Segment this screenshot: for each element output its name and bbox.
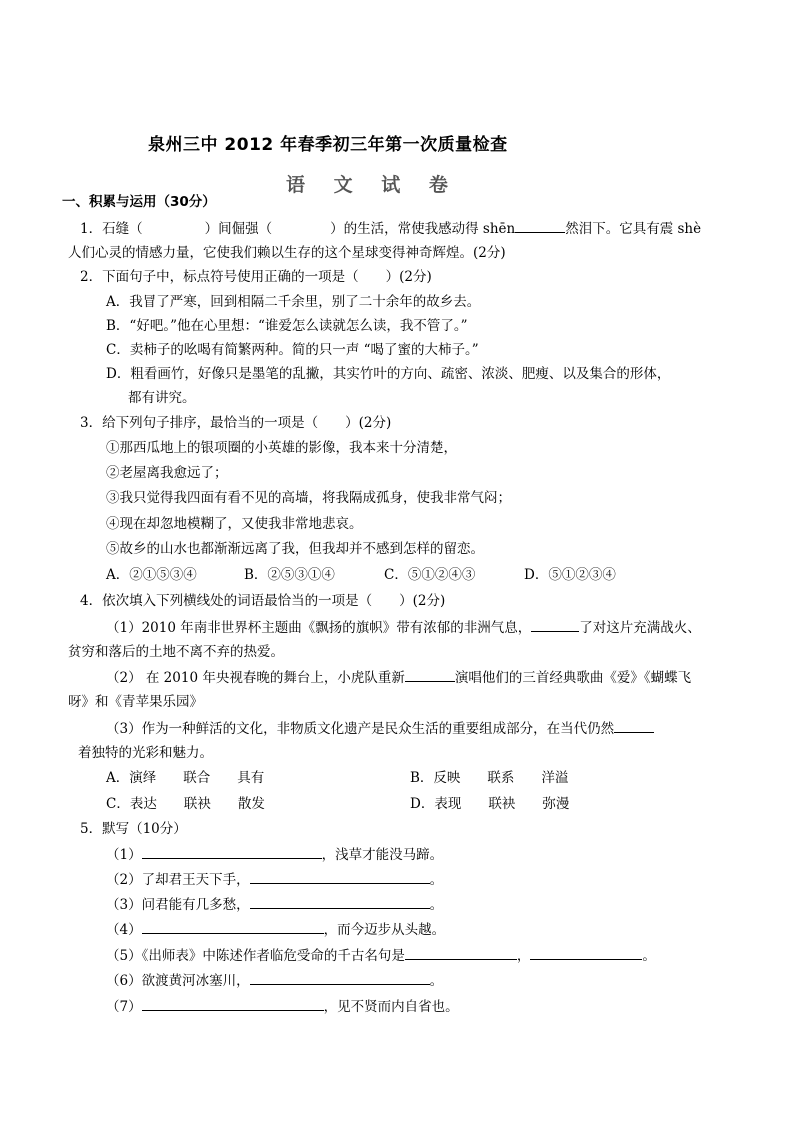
- q5-2-end: 。: [429, 872, 444, 888]
- q3-sentence-3: ③我只觉得我四面有看不见的高墙，将我隔成孤身，使我非常气闷；: [106, 490, 511, 506]
- question-4: 4．依次填入下列横线处的词语最恰当的一项是（ ）(2分): [80, 593, 446, 609]
- q5-1-label: （1）: [106, 847, 142, 863]
- q4-s1-text: （1）2010 年南非世界杯主题曲《飘扬的旗帜》带有浓郁的非洲气息，: [106, 620, 532, 636]
- question-5: 5．默写（10分）: [80, 821, 187, 837]
- exam-subtitle: 语 文 试 卷: [286, 174, 459, 196]
- q1-part-d: 然泪下。它具有震 shè: [565, 221, 702, 237]
- q3-option-d: D．⑤①②③④: [524, 567, 616, 583]
- q4-s2-tail: 演唱他们的三首经典歌曲《爱》《蝴蝶飞: [454, 670, 692, 686]
- section-heading: 一、积累与运用（30分）: [62, 194, 216, 210]
- q5-1-blank: [142, 845, 322, 859]
- q5-7-text: ，见不贤而内自省也。: [323, 999, 459, 1015]
- q5-4-text: ，而今迈步从头越。: [323, 922, 446, 938]
- q4-blank-3: [614, 719, 654, 733]
- q3-option-a: A．②①⑤③④: [106, 567, 197, 583]
- exam-title: 泉州三中 2012 年春季初三年第一次质量检查: [148, 135, 508, 155]
- q5-6-blank: [250, 971, 430, 985]
- q2-option-a: A．我冒了严寒，回到相隔二千余里，别了二十余年的故乡去。: [106, 294, 481, 310]
- q5-item-1: [106, 845, 443, 864]
- q3-sentence-4: ④现在却忽地模糊了，又使我非常地悲哀。: [106, 516, 363, 532]
- q5-6-end: 。: [429, 973, 444, 989]
- q5-1-text: ，浅草才能没马蹄。: [321, 847, 444, 863]
- q4-sentence-2: [106, 668, 691, 687]
- q4-s2-text: （2） 在 2010 年央视春晚的舞台上，小虎队重新: [106, 670, 405, 686]
- q4-blank-2: [405, 668, 455, 682]
- q5-2-blank: [250, 870, 430, 884]
- q2-option-b: B．“好吧。”他在心里想：“谁爱怎么读就怎么读，我不管了。”: [106, 318, 468, 334]
- q4-sentence-1: [106, 618, 701, 637]
- q4-option-d: D．表现 联袂 弥漫: [410, 796, 570, 812]
- q5-item-6: [106, 971, 443, 990]
- q3-sentence-2: ②老屋离我愈远了；: [106, 465, 228, 481]
- q4-option-b: B．反映 联系 洋溢: [410, 770, 569, 786]
- q5-5-blank-1: [405, 946, 517, 960]
- q5-7-label: （7）: [106, 999, 142, 1015]
- q4-option-a: A．演绎 联合 具有: [106, 770, 265, 786]
- q4-sentence-3: [106, 719, 654, 738]
- q4-blank-1: [531, 618, 579, 632]
- q5-item-4: [106, 920, 445, 939]
- q5-item-5: [106, 946, 656, 965]
- q4-sentence-3-cont: 着独特的光彩和魅力。: [78, 745, 213, 761]
- q4-s3-text: （3）作为一种鲜活的文化，非物质文化遗产是民众生活的重要组成部分，在当代仍然: [106, 721, 615, 737]
- q1-part-c: ）的生活，常使我感动得 shēn: [330, 221, 516, 237]
- q5-3-end: 。: [429, 897, 444, 913]
- q2-option-d-cont: 都有讲究。: [128, 390, 196, 406]
- question-1: [80, 219, 701, 238]
- q2-option-c: C．卖柿子的吆喝有简繁两种。简的只一声 “喝了蜜的大柿子。”: [106, 342, 479, 358]
- q5-item-2: [106, 870, 443, 889]
- q5-5-text: （5）《出师表》中陈述作者临危受命的千古名句是: [106, 948, 405, 964]
- q1-line2: 人们心灵的情感力量，它使我们赖以生存的这个星球变得神奇辉煌。(2分): [68, 245, 506, 261]
- q3-sentence-1: ①那西瓜地上的银项圈的小英雄的影像，我本来十分清楚，: [106, 440, 457, 456]
- q5-3-text: （3）问君能有几多愁，: [106, 897, 250, 913]
- q5-2-text: （2）了却君王天下手，: [106, 872, 250, 888]
- q5-5-comma: ，: [516, 948, 531, 964]
- q5-5-blank-2: [530, 946, 642, 960]
- q5-item-3: [106, 895, 443, 914]
- question-2: 2．下面句子中，标点符号使用正确的一项是（ ）(2分): [80, 269, 432, 285]
- q3-option-b: B．②⑤③①④: [244, 567, 335, 583]
- q1-part-a: 1．石缝（: [80, 221, 143, 237]
- q4-option-c: C．表达 联袂 散发: [106, 796, 265, 812]
- q3-sentence-5: ⑤故乡的山水也都渐渐远离了我，但我却并不感到怎样的留恋。: [106, 541, 484, 557]
- q3-option-c: C．⑤①②④③: [384, 567, 476, 583]
- q4-sentence-1-cont: 贫穷和落后的土地不离不弃的热爱。: [68, 644, 284, 660]
- q5-item-7: [106, 997, 459, 1016]
- q5-3-blank: [250, 895, 430, 909]
- q2-option-d: D．粗看画竹，好像只是墨笔的乱撇，其实竹叶的方向、疏密、浓淡、肥瘦、以及集合的形体，: [106, 366, 671, 382]
- q5-6-text: （6）欲渡黄河冰塞川，: [106, 973, 250, 989]
- q5-5-end: 。: [642, 948, 656, 964]
- q5-4-blank: [142, 920, 324, 934]
- q5-7-blank: [142, 997, 324, 1011]
- question-3: 3．给下列句子排序，最恰当的一项是（ ）(2分): [80, 415, 392, 431]
- q1-blank: [515, 219, 565, 233]
- q5-4-label: （4）: [106, 922, 142, 938]
- q4-s1-tail: 了对这片充满战火、: [579, 620, 701, 636]
- q1-part-b: ）间倔强（: [204, 221, 273, 237]
- q4-sentence-2-cont: 呀》和《青苹果乐园》: [68, 694, 203, 710]
